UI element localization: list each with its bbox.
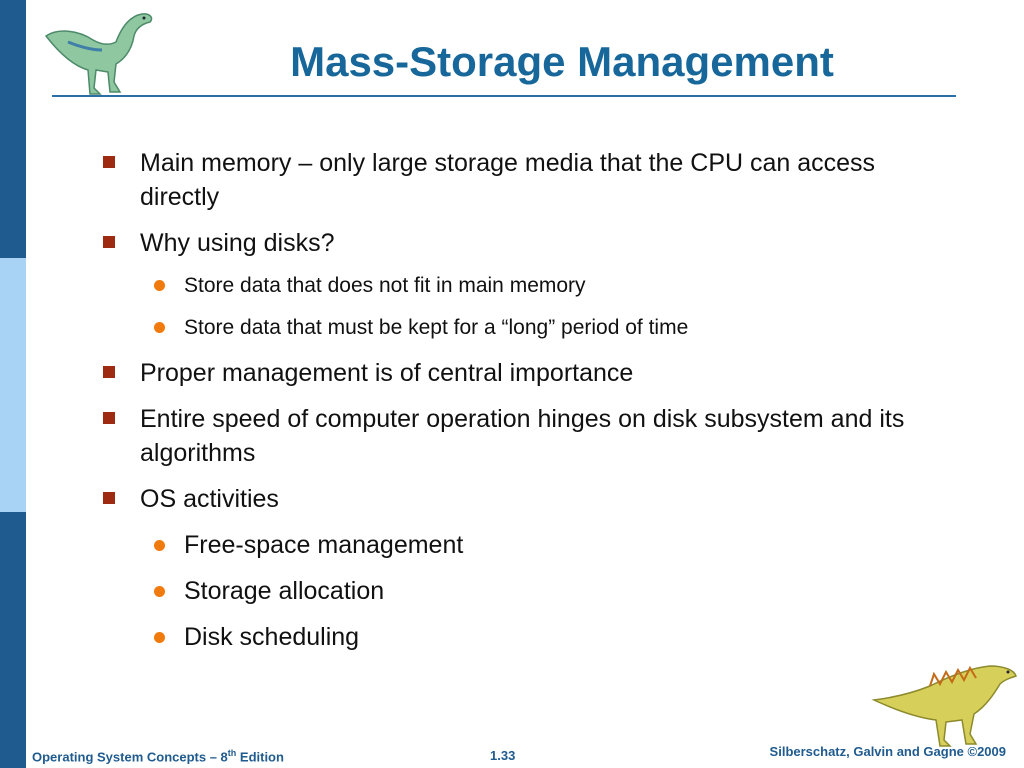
list-item-text: OS activities xyxy=(140,485,279,513)
square-bullet-icon xyxy=(103,492,115,504)
dinosaur-top-icon xyxy=(38,6,156,96)
list-item-text: Entire speed of computer operation hinges on disk subsystem and its algorithms xyxy=(140,405,905,467)
list-item-text: Store data that does not fit in main memory xyxy=(184,274,586,297)
list-item-text: Storage allocation xyxy=(184,577,385,605)
list-item xyxy=(100,402,960,470)
bullet-list xyxy=(100,146,960,666)
footer-copyright: Silberschatz, Galvin and Gagne ©2009 xyxy=(769,744,1006,759)
page-title: Mass-Storage Management xyxy=(290,38,834,85)
sub-list-item xyxy=(100,272,960,300)
list-item xyxy=(100,356,960,390)
page-number: 1.33 xyxy=(490,748,516,763)
round-bullet-icon xyxy=(154,540,165,551)
side-bar xyxy=(0,0,26,768)
square-bullet-icon xyxy=(103,412,115,424)
sub-list-item xyxy=(100,528,960,562)
list-item xyxy=(100,482,960,516)
round-bullet-icon xyxy=(154,322,165,333)
footer xyxy=(0,742,1024,768)
round-bullet-icon xyxy=(154,586,165,597)
square-bullet-icon xyxy=(103,236,115,248)
list-item-text: Store data that must be kept for a “long” period of time xyxy=(184,316,689,339)
square-bullet-icon xyxy=(103,156,115,168)
round-bullet-icon xyxy=(154,632,165,643)
sub-list-item xyxy=(100,574,960,608)
title-divider xyxy=(52,95,956,97)
list-item-text: Main memory – only large storage media that the CPU can access directly xyxy=(140,149,876,211)
square-bullet-icon xyxy=(103,366,115,378)
list-item xyxy=(100,146,960,214)
list-item-text: Why using disks? xyxy=(140,229,335,257)
list-item-text: Disk scheduling xyxy=(184,623,360,651)
dinosaur-bottom-icon xyxy=(870,660,1020,748)
footer-book-title: Operating System Concepts – 8th Edition xyxy=(32,748,284,765)
sub-list-item xyxy=(100,314,960,342)
round-bullet-icon xyxy=(154,280,165,291)
side-bar-light-band xyxy=(0,258,26,512)
list-item-text: Proper management is of central importance xyxy=(140,359,634,387)
sub-list-item xyxy=(100,620,960,654)
list-item xyxy=(100,226,960,260)
list-item-text: Free-space management xyxy=(184,531,464,559)
